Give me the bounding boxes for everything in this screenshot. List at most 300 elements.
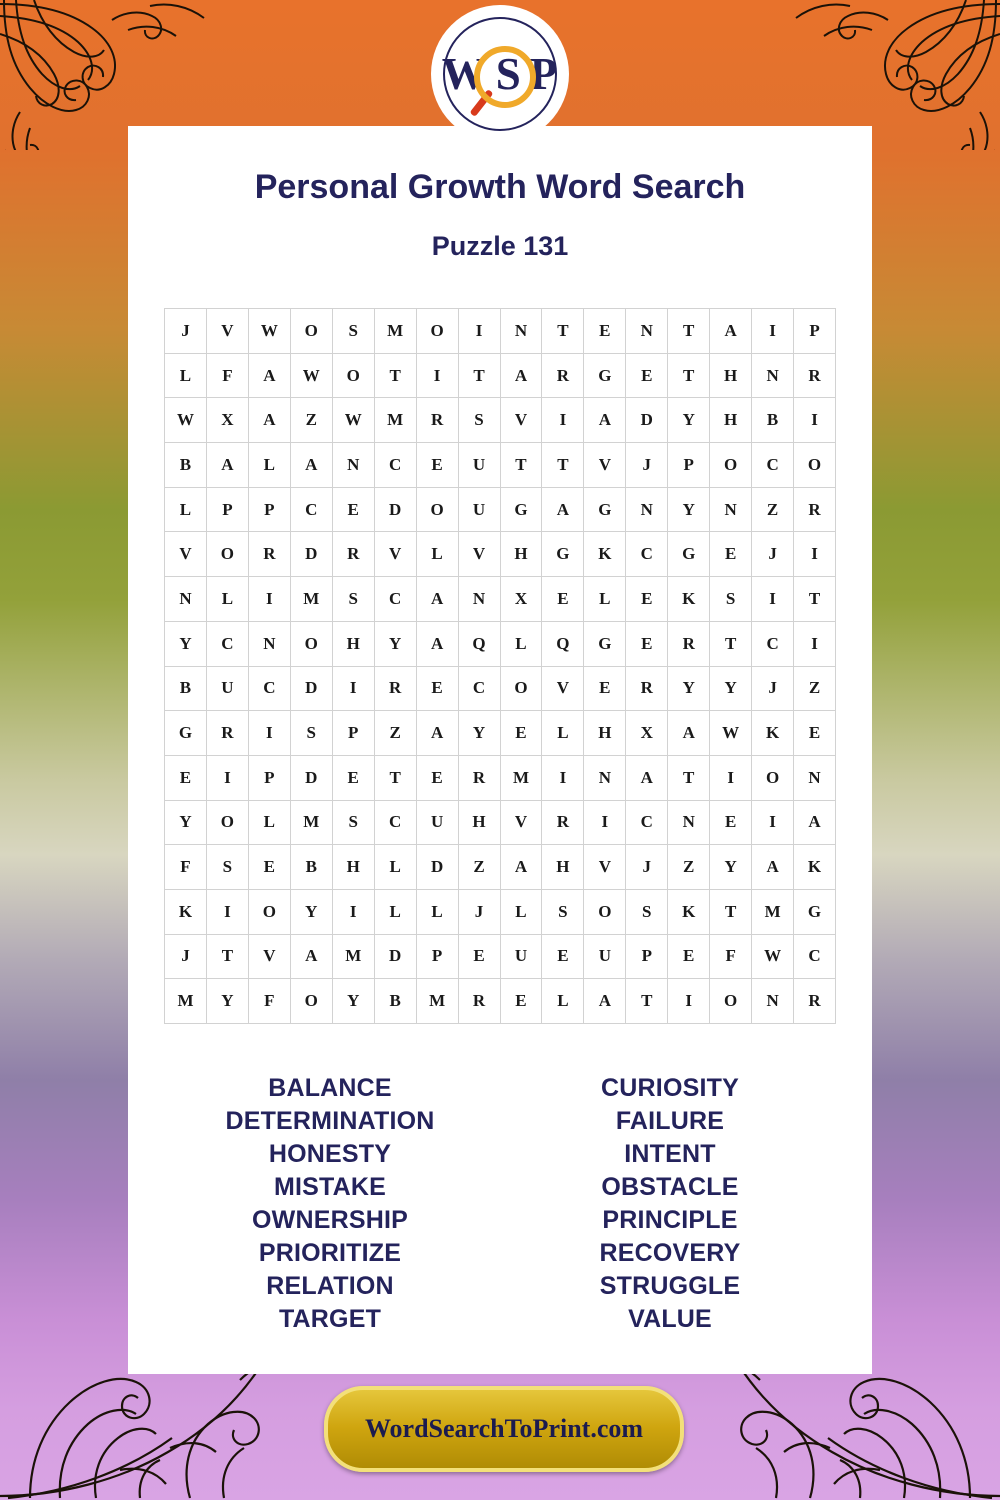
grid-cell[interactable]: H (584, 711, 626, 756)
puzzle-sheet (128, 126, 872, 1374)
grid-cell[interactable]: E (500, 979, 542, 1024)
grid-cell[interactable]: O (290, 621, 332, 666)
grid-cell[interactable]: A (248, 353, 290, 398)
word-list-item: TARGET (278, 1305, 382, 1333)
grid-cell[interactable]: G (165, 711, 207, 756)
grid-cell[interactable]: B (165, 443, 207, 488)
grid-cell[interactable]: G (584, 621, 626, 666)
grid-cell[interactable]: Y (668, 666, 710, 711)
grid-cell[interactable]: C (626, 800, 668, 845)
grid-cell[interactable]: P (332, 711, 374, 756)
grid-cell[interactable]: O (794, 443, 836, 488)
grid-cell[interactable]: J (165, 309, 207, 354)
grid-cell[interactable]: C (374, 577, 416, 622)
grid-cell[interactable]: A (416, 711, 458, 756)
grid-cell[interactable]: I (794, 621, 836, 666)
grid-cell[interactable]: A (290, 443, 332, 488)
grid-cell[interactable]: I (248, 577, 290, 622)
grid-cell[interactable]: E (626, 353, 668, 398)
grid-cell[interactable]: R (248, 532, 290, 577)
grid-cell[interactable]: Y (332, 979, 374, 1024)
grid-cell[interactable]: T (668, 755, 710, 800)
grid-cell[interactable]: I (332, 889, 374, 934)
grid-cell[interactable]: Y (710, 666, 752, 711)
grid-cell[interactable]: S (290, 711, 332, 756)
grid-row (165, 309, 836, 354)
grid-row (165, 934, 836, 979)
grid-row (165, 889, 836, 934)
grid-cell[interactable]: G (584, 353, 626, 398)
word-list-item: STRUGGLE (599, 1272, 741, 1300)
grid-cell[interactable]: K (752, 711, 794, 756)
grid-cell[interactable]: Z (668, 845, 710, 890)
grid-cell[interactable]: R (794, 979, 836, 1024)
grid-cell[interactable]: S (332, 309, 374, 354)
grid-cell[interactable]: P (248, 487, 290, 532)
grid-cell[interactable]: E (584, 309, 626, 354)
grid-cell[interactable]: O (752, 755, 794, 800)
grid-cell[interactable]: U (206, 666, 248, 711)
grid-cell[interactable]: J (626, 443, 668, 488)
grid-cell[interactable]: I (458, 309, 500, 354)
grid-cell[interactable]: R (458, 755, 500, 800)
grid-cell[interactable]: I (752, 577, 794, 622)
grid-cell[interactable]: L (206, 577, 248, 622)
grid-cell[interactable]: A (794, 800, 836, 845)
grid-cell[interactable]: O (710, 443, 752, 488)
grid-cell[interactable]: O (290, 309, 332, 354)
grid-cell[interactable]: T (626, 979, 668, 1024)
grid-cell[interactable]: A (584, 979, 626, 1024)
grid-cell[interactable]: H (542, 845, 584, 890)
grid-cell[interactable]: E (794, 711, 836, 756)
grid-cell[interactable]: M (416, 979, 458, 1024)
grid-row (165, 755, 836, 800)
grid-cell[interactable]: Y (458, 711, 500, 756)
grid-cell[interactable]: M (290, 577, 332, 622)
grid-cell[interactable]: C (290, 487, 332, 532)
grid-cell[interactable]: J (458, 889, 500, 934)
grid-cell[interactable]: U (584, 934, 626, 979)
grid-cell[interactable]: E (500, 711, 542, 756)
grid-cell[interactable]: R (416, 398, 458, 443)
grid-cell[interactable]: N (332, 443, 374, 488)
grid-cell[interactable]: E (668, 934, 710, 979)
grid-cell[interactable]: H (710, 353, 752, 398)
grid-cell[interactable]: T (710, 889, 752, 934)
grid-cell[interactable]: I (542, 398, 584, 443)
grid-cell[interactable]: Z (374, 711, 416, 756)
grid-cell[interactable]: N (710, 487, 752, 532)
grid-cell[interactable]: V (206, 309, 248, 354)
grid-cell[interactable]: R (206, 711, 248, 756)
grid-cell[interactable]: Q (542, 621, 584, 666)
grid-cell[interactable]: D (374, 487, 416, 532)
word-list-item: OWNERSHIP (252, 1206, 408, 1234)
word-list-item: CURIOSITY (601, 1074, 739, 1102)
grid-cell[interactable]: X (206, 398, 248, 443)
grid-cell[interactable]: R (374, 666, 416, 711)
grid-cell[interactable]: V (584, 443, 626, 488)
grid-cell[interactable]: V (500, 398, 542, 443)
grid-cell[interactable]: L (374, 889, 416, 934)
grid-cell[interactable]: F (710, 934, 752, 979)
footer-website-label: WordSearchToPrint.com (364, 1414, 644, 1443)
grid-cell[interactable]: O (206, 532, 248, 577)
grid-cell[interactable]: V (542, 666, 584, 711)
grid-cell[interactable]: O (710, 979, 752, 1024)
grid-cell[interactable]: E (416, 666, 458, 711)
grid-row (165, 800, 836, 845)
grid-cell[interactable]: Y (668, 398, 710, 443)
grid-cell[interactable]: N (500, 309, 542, 354)
grid-cell[interactable]: T (458, 353, 500, 398)
grid-cell[interactable]: E (542, 577, 584, 622)
grid-cell[interactable]: N (458, 577, 500, 622)
grid-cell[interactable]: N (752, 353, 794, 398)
grid-cell[interactable]: M (332, 934, 374, 979)
grid-cell[interactable]: E (542, 934, 584, 979)
grid-cell[interactable]: E (626, 577, 668, 622)
grid-cell[interactable]: D (626, 398, 668, 443)
grid-cell[interactable]: O (290, 979, 332, 1024)
grid-cell[interactable]: T (374, 353, 416, 398)
grid-cell[interactable]: G (668, 532, 710, 577)
grid-cell[interactable]: L (542, 979, 584, 1024)
grid-row (165, 845, 836, 890)
grid-cell[interactable]: A (248, 398, 290, 443)
grid-cell[interactable]: M (500, 755, 542, 800)
grid-cell[interactable]: W (165, 398, 207, 443)
grid-cell[interactable]: L (500, 621, 542, 666)
grid-cell[interactable]: L (374, 845, 416, 890)
grid-cell[interactable]: K (794, 845, 836, 890)
grid-cell[interactable]: I (794, 398, 836, 443)
grid-cell[interactable]: Y (206, 979, 248, 1024)
grid-cell[interactable]: E (416, 755, 458, 800)
grid-cell[interactable]: O (248, 889, 290, 934)
grid-cell[interactable]: A (290, 934, 332, 979)
grid-cell[interactable]: H (458, 800, 500, 845)
grid-cell[interactable]: Y (165, 621, 207, 666)
grid-cell[interactable]: U (458, 443, 500, 488)
word-list-item: OBSTACLE (601, 1173, 739, 1201)
grid-cell[interactable]: G (794, 889, 836, 934)
grid-cell[interactable]: D (290, 532, 332, 577)
grid-cell[interactable]: E (710, 532, 752, 577)
grid-cell[interactable]: H (332, 845, 374, 890)
grid-cell[interactable]: J (752, 666, 794, 711)
grid-cell[interactable]: P (206, 487, 248, 532)
magnifier-lens-icon (474, 46, 536, 108)
grid-cell[interactable]: C (206, 621, 248, 666)
grid-cell[interactable]: J (165, 934, 207, 979)
grid-cell[interactable]: R (332, 532, 374, 577)
grid-cell[interactable]: V (458, 532, 500, 577)
puzzle-number: Puzzle 131 (431, 231, 569, 261)
word-list-left-column (170, 1072, 490, 1336)
grid-row (165, 979, 836, 1024)
word-list-item: HONESTY (268, 1140, 392, 1168)
grid-cell[interactable]: N (752, 979, 794, 1024)
grid-cell[interactable]: I (752, 800, 794, 845)
grid-row (165, 532, 836, 577)
grid-cell[interactable]: Z (458, 845, 500, 890)
grid-cell[interactable]: C (752, 443, 794, 488)
grid-cell[interactable]: E (458, 934, 500, 979)
grid-cell[interactable]: F (165, 845, 207, 890)
grid-cell[interactable]: S (542, 889, 584, 934)
grid-cell[interactable]: T (542, 309, 584, 354)
grid-cell[interactable]: T (374, 755, 416, 800)
grid-cell[interactable]: I (416, 353, 458, 398)
grid-cell[interactable]: S (626, 889, 668, 934)
grid-cell[interactable]: K (668, 889, 710, 934)
word-list-item: BALANCE (268, 1074, 392, 1102)
grid-row (165, 353, 836, 398)
grid-cell[interactable]: I (794, 532, 836, 577)
grid-cell[interactable]: P (416, 934, 458, 979)
grid-cell[interactable]: G (542, 532, 584, 577)
grid-cell[interactable]: N (668, 800, 710, 845)
grid-cell[interactable]: N (248, 621, 290, 666)
grid-cell[interactable]: S (332, 577, 374, 622)
word-list-item: RECOVERY (599, 1239, 741, 1267)
grid-row (165, 711, 836, 756)
grid-cell[interactable]: Y (668, 487, 710, 532)
grid-cell[interactable]: E (248, 845, 290, 890)
grid-cell[interactable]: B (290, 845, 332, 890)
grid-cell[interactable]: V (500, 800, 542, 845)
grid-cell[interactable]: I (332, 666, 374, 711)
word-list (170, 1072, 830, 1336)
grid-cell[interactable]: N (626, 487, 668, 532)
grid-cell[interactable]: Z (752, 487, 794, 532)
grid-cell[interactable]: X (500, 577, 542, 622)
grid-cell[interactable]: W (752, 934, 794, 979)
grid-cell[interactable]: V (584, 845, 626, 890)
grid-cell[interactable]: W (332, 398, 374, 443)
grid-cell[interactable]: N (794, 755, 836, 800)
grid-cell[interactable]: J (626, 845, 668, 890)
grid-cell[interactable]: L (542, 711, 584, 756)
grid-cell[interactable]: D (374, 934, 416, 979)
grid-cell[interactable]: P (626, 934, 668, 979)
grid-cell[interactable]: H (500, 532, 542, 577)
grid-row (165, 398, 836, 443)
grid-cell[interactable]: B (374, 979, 416, 1024)
grid-cell[interactable]: A (416, 577, 458, 622)
grid-cell[interactable]: E (710, 800, 752, 845)
word-list-item: RELATION (266, 1272, 394, 1300)
grid-cell[interactable]: I (542, 755, 584, 800)
grid-cell[interactable]: Q (458, 621, 500, 666)
grid-row (165, 621, 836, 666)
grid-cell[interactable]: K (668, 577, 710, 622)
grid-cell[interactable]: J (752, 532, 794, 577)
grid-cell[interactable]: R (668, 621, 710, 666)
grid-cell[interactable]: R (542, 353, 584, 398)
grid-cell[interactable]: G (584, 487, 626, 532)
grid-cell[interactable]: M (374, 309, 416, 354)
grid-cell[interactable]: E (332, 755, 374, 800)
grid-cell[interactable]: E (165, 755, 207, 800)
word-list-item: DETERMINATION (225, 1107, 435, 1135)
grid-row (165, 443, 836, 488)
grid-cell[interactable]: O (206, 800, 248, 845)
grid-cell[interactable]: P (248, 755, 290, 800)
grid-cell[interactable]: U (458, 487, 500, 532)
grid-cell[interactable]: T (206, 934, 248, 979)
grid-cell[interactable]: K (584, 532, 626, 577)
grid-cell[interactable]: A (752, 845, 794, 890)
grid-cell[interactable]: B (165, 666, 207, 711)
grid-cell[interactable]: L (416, 889, 458, 934)
grid-cell[interactable]: O (416, 309, 458, 354)
word-list-item: PRINCIPLE (602, 1206, 738, 1234)
grid-cell[interactable]: W (710, 711, 752, 756)
letter-grid-table[interactable] (164, 308, 836, 1024)
grid-cell[interactable]: W (290, 353, 332, 398)
grid-cell[interactable]: M (165, 979, 207, 1024)
grid-cell[interactable]: B (752, 398, 794, 443)
grid-cell[interactable]: W (248, 309, 290, 354)
grid-cell[interactable]: G (500, 487, 542, 532)
grid-cell[interactable]: D (290, 666, 332, 711)
grid-cell[interactable]: E (626, 621, 668, 666)
grid-cell[interactable]: L (416, 532, 458, 577)
grid-cell[interactable]: Z (794, 666, 836, 711)
grid-cell[interactable]: T (668, 309, 710, 354)
grid-cell[interactable]: N (584, 755, 626, 800)
grid-cell[interactable]: R (794, 353, 836, 398)
grid-cell[interactable]: K (165, 889, 207, 934)
grid-cell[interactable]: R (794, 487, 836, 532)
grid-cell[interactable]: P (794, 309, 836, 354)
grid-cell[interactable]: A (500, 845, 542, 890)
grid-cell[interactable]: I (710, 755, 752, 800)
word-list-item: MISTAKE (273, 1173, 387, 1201)
grid-cell[interactable]: Z (290, 398, 332, 443)
word-search-grid[interactable] (164, 308, 836, 1024)
grid-cell[interactable]: I (248, 711, 290, 756)
grid-cell[interactable]: P (668, 443, 710, 488)
grid-cell[interactable]: N (626, 309, 668, 354)
grid-cell[interactable]: S (206, 845, 248, 890)
word-list-item: INTENT (624, 1140, 716, 1168)
grid-cell[interactable]: E (416, 443, 458, 488)
grid-cell[interactable]: F (248, 979, 290, 1024)
grid-cell[interactable]: T (500, 443, 542, 488)
grid-cell[interactable]: I (206, 889, 248, 934)
grid-cell[interactable]: D (416, 845, 458, 890)
grid-cell[interactable]: C (374, 443, 416, 488)
grid-cell[interactable]: S (458, 398, 500, 443)
grid-cell[interactable]: L (248, 443, 290, 488)
grid-cell[interactable]: C (794, 934, 836, 979)
grid-cell[interactable]: C (374, 800, 416, 845)
grid-cell[interactable]: Y (374, 621, 416, 666)
grid-cell[interactable]: R (458, 979, 500, 1024)
grid-row (165, 577, 836, 622)
grid-cell[interactable]: A (206, 443, 248, 488)
grid-cell[interactable]: I (206, 755, 248, 800)
grid-cell[interactable]: H (710, 398, 752, 443)
word-list-item: PRIORITIZE (258, 1239, 402, 1267)
grid-cell[interactable]: U (500, 934, 542, 979)
grid-cell[interactable]: I (752, 309, 794, 354)
grid-cell[interactable]: C (752, 621, 794, 666)
grid-cell[interactable]: N (165, 577, 207, 622)
grid-cell[interactable]: O (500, 666, 542, 711)
grid-cell[interactable]: T (794, 577, 836, 622)
grid-cell[interactable]: X (626, 711, 668, 756)
word-list-item: FAILURE (615, 1107, 725, 1135)
grid-cell[interactable]: C (248, 666, 290, 711)
grid-cell[interactable]: M (374, 398, 416, 443)
grid-cell[interactable]: S (710, 577, 752, 622)
word-list-item: VALUE (628, 1305, 712, 1333)
footer-website-badge[interactable] (324, 1386, 684, 1472)
grid-cell[interactable]: V (248, 934, 290, 979)
grid-row (165, 487, 836, 532)
grid-cell[interactable]: I (584, 800, 626, 845)
grid-cell[interactable]: L (165, 487, 207, 532)
grid-cell[interactable]: A (500, 353, 542, 398)
grid-cell[interactable]: L (248, 800, 290, 845)
grid-cell[interactable]: E (332, 487, 374, 532)
grid-cell[interactable]: D (290, 755, 332, 800)
grid-cell[interactable]: Y (290, 889, 332, 934)
grid-cell[interactable]: L (500, 889, 542, 934)
grid-cell[interactable]: C (626, 532, 668, 577)
grid-cell[interactable]: A (668, 711, 710, 756)
grid-cell[interactable]: O (584, 889, 626, 934)
grid-cell[interactable]: R (542, 800, 584, 845)
grid-cell[interactable]: T (668, 353, 710, 398)
grid-cell[interactable]: Y (165, 800, 207, 845)
page-title: Personal Growth Word Search (254, 168, 746, 206)
grid-row (165, 666, 836, 711)
grid-cell[interactable]: V (165, 532, 207, 577)
grid-cell[interactable]: O (416, 487, 458, 532)
grid-cell[interactable]: C (458, 666, 500, 711)
grid-cell[interactable]: E (584, 666, 626, 711)
grid-cell[interactable]: L (165, 353, 207, 398)
grid-cell[interactable]: V (374, 532, 416, 577)
grid-cell[interactable]: M (752, 889, 794, 934)
grid-cell[interactable]: Y (710, 845, 752, 890)
grid-cell[interactable]: U (416, 800, 458, 845)
grid-cell[interactable]: L (584, 577, 626, 622)
grid-cell[interactable]: S (332, 800, 374, 845)
grid-cell[interactable]: R (626, 666, 668, 711)
grid-cell[interactable]: O (332, 353, 374, 398)
grid-cell[interactable]: A (584, 398, 626, 443)
logo-text: WSP (441, 49, 567, 99)
grid-cell[interactable]: A (626, 755, 668, 800)
grid-cell[interactable]: A (710, 309, 752, 354)
grid-cell[interactable]: A (542, 487, 584, 532)
grid-cell[interactable]: A (416, 621, 458, 666)
grid-cell[interactable]: I (668, 979, 710, 1024)
grid-cell[interactable]: T (542, 443, 584, 488)
grid-cell[interactable]: T (710, 621, 752, 666)
grid-cell[interactable]: M (290, 800, 332, 845)
brand-logo (434, 8, 566, 140)
grid-cell[interactable]: F (206, 353, 248, 398)
grid-cell[interactable]: H (332, 621, 374, 666)
